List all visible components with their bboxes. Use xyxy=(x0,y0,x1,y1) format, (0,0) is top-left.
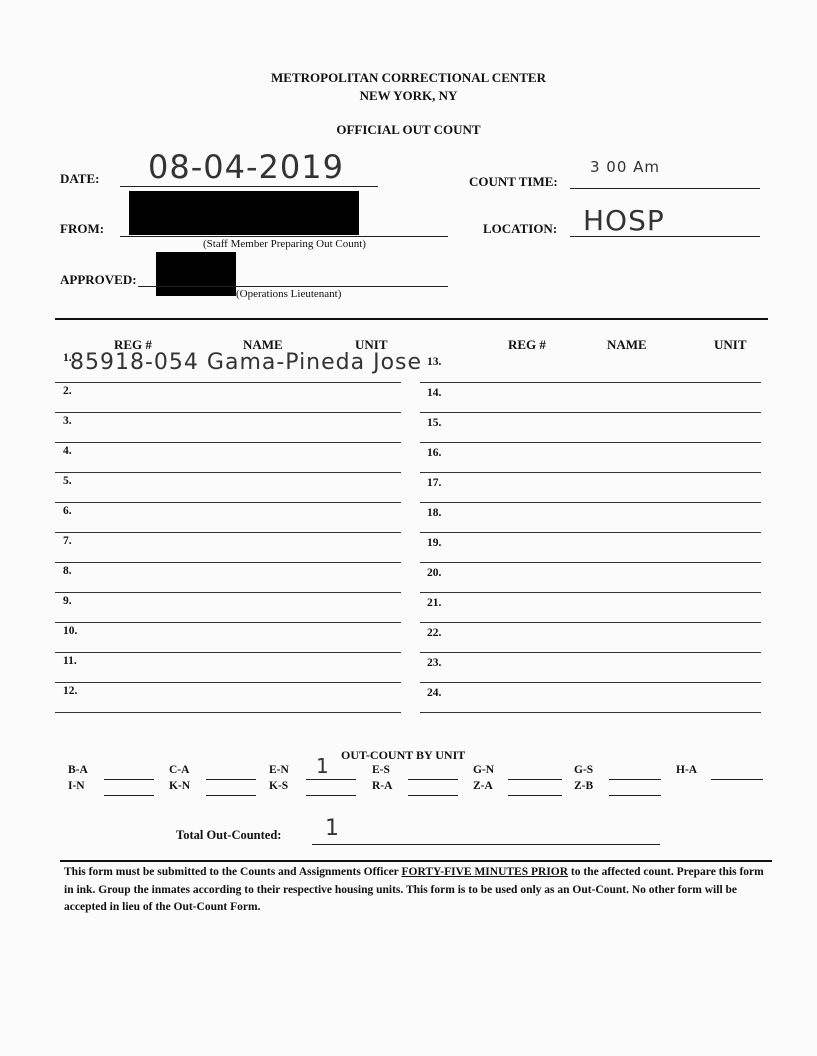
unit-label: E-S xyxy=(372,764,390,776)
institution-city: NEW YORK, NY xyxy=(359,88,458,103)
date-line xyxy=(120,186,378,187)
footer-deadline: FORTY-FIVE MINUTES PRIOR xyxy=(401,866,569,878)
row-number: 2. xyxy=(63,385,72,397)
approved-caption: (Operations Lieutenant) xyxy=(236,288,342,300)
row-number: 23. xyxy=(427,657,442,669)
unit-blank xyxy=(306,795,356,796)
count-time-value: 3 00 Am xyxy=(590,158,661,176)
footer-instructions xyxy=(64,864,764,917)
row-number: 8. xyxy=(63,565,72,577)
unit-label: C-A xyxy=(169,764,190,776)
from-label: FROM: xyxy=(60,221,105,236)
unit-blank xyxy=(206,795,256,796)
redaction-box xyxy=(129,191,359,235)
row-number: 1. xyxy=(63,352,72,364)
row-number: 13. xyxy=(427,356,442,368)
approved-line xyxy=(138,286,448,287)
name-header-left: NAME xyxy=(243,337,283,352)
row-number: 15. xyxy=(427,417,442,429)
row-line xyxy=(420,532,761,533)
row-number: 18. xyxy=(427,507,442,519)
row-line xyxy=(420,382,761,383)
row-number: 6. xyxy=(63,505,72,517)
total-value: 1 xyxy=(325,816,340,841)
row-line xyxy=(420,472,761,473)
reg-header-left: REG # xyxy=(114,337,152,352)
unit-value: 1 xyxy=(316,754,330,778)
unit-blank xyxy=(508,779,562,780)
row-line xyxy=(55,502,401,503)
footer-divider xyxy=(60,860,772,862)
form-title: OFFICIAL OUT COUNT xyxy=(336,122,481,137)
row-number: 14. xyxy=(427,387,442,399)
row-line xyxy=(55,562,401,563)
row-number: 3. xyxy=(63,415,72,427)
from-caption: (Staff Member Preparing Out Count) xyxy=(203,238,366,250)
row-number: 16. xyxy=(427,447,442,459)
unit-label: R-A xyxy=(372,780,393,792)
row-line xyxy=(420,652,761,653)
row-line xyxy=(55,652,401,653)
unit-label: K-S xyxy=(269,780,289,792)
row-number: 19. xyxy=(427,537,442,549)
row-line xyxy=(55,412,401,413)
row-line xyxy=(420,412,761,413)
row-number: 9. xyxy=(63,595,72,607)
row-line xyxy=(55,592,401,593)
row-number: 11. xyxy=(63,655,77,667)
unit-blank xyxy=(306,779,356,780)
location-value: HOSP xyxy=(583,204,665,237)
footer-text-before: This form must be submitted to the Counts and Assignments Officer xyxy=(64,866,402,878)
row-line xyxy=(420,592,761,593)
row-line xyxy=(55,472,401,473)
total-line xyxy=(312,844,660,845)
unit-blank xyxy=(408,795,458,796)
unit-blank xyxy=(609,795,661,796)
unit-blank xyxy=(104,779,154,780)
unit-label: B-A xyxy=(68,764,88,776)
unit-label: G-N xyxy=(473,764,495,776)
row-line xyxy=(55,622,401,623)
unit-label: Z-B xyxy=(574,780,594,792)
unit-label: Z-A xyxy=(473,780,493,792)
row-number: 5. xyxy=(63,475,72,487)
date-label: DATE: xyxy=(60,171,100,186)
unit-header-right: UNIT xyxy=(714,337,747,352)
row-line xyxy=(420,442,761,443)
unit-blank xyxy=(104,795,154,796)
unit-label: G-S xyxy=(574,764,594,776)
row-line xyxy=(420,562,761,563)
row-line xyxy=(420,712,761,713)
redaction-box xyxy=(156,252,236,296)
section-divider xyxy=(55,318,768,320)
date-value: 08-04-2019 xyxy=(148,148,344,186)
name-header-right: NAME xyxy=(607,337,647,352)
row-line xyxy=(420,682,761,683)
unit-label: H-A xyxy=(676,764,698,776)
unit-blank xyxy=(609,779,661,780)
approved-label: APPROVED: xyxy=(60,272,137,287)
row-line xyxy=(420,622,761,623)
reg-header-right: REG # xyxy=(508,337,546,352)
row-line xyxy=(55,442,401,443)
row-line xyxy=(55,532,401,533)
row-number: 4. xyxy=(63,445,72,457)
out-count-title: OUT-COUNT BY UNIT xyxy=(341,748,466,762)
institution-name: METROPOLITAN CORRECTIONAL CENTER xyxy=(271,70,546,85)
location-label: LOCATION: xyxy=(483,221,558,236)
footer-text-after: to the affected count. Prepare this form in ink. Group the inmates according to their respective housing units. This form is to be used only as an Out-Count. No other form will be accepted in lieu of the Out-Count Form. xyxy=(64,866,764,913)
unit-label: K-N xyxy=(169,780,191,792)
unit-label: E-N xyxy=(269,764,289,776)
row-number: 17. xyxy=(427,477,442,489)
row-number: 12. xyxy=(63,685,78,697)
total-label: Total Out-Counted: xyxy=(176,828,282,842)
row-number: 24. xyxy=(427,687,442,699)
row-line xyxy=(55,382,401,383)
row-line xyxy=(420,502,761,503)
unit-header-left: UNIT xyxy=(355,337,388,352)
row-number: 21. xyxy=(427,597,442,609)
from-line xyxy=(120,236,448,237)
row-line xyxy=(55,682,401,683)
row-number: 10. xyxy=(63,625,78,637)
unit-blank xyxy=(711,779,763,780)
count-time-label: COUNT TIME: xyxy=(469,174,558,189)
row-number: 22. xyxy=(427,627,442,639)
row-number: 7. xyxy=(63,535,72,547)
row-number: 20. xyxy=(427,567,442,579)
unit-blank xyxy=(408,779,458,780)
row-entry: 85918-054 Gama-Pineda Jose xyxy=(70,350,423,375)
location-line xyxy=(570,236,760,237)
count-time-line xyxy=(570,188,760,189)
unit-blank xyxy=(206,779,256,780)
row-line xyxy=(55,712,401,713)
unit-blank xyxy=(508,795,562,796)
unit-label: I-N xyxy=(68,780,85,792)
